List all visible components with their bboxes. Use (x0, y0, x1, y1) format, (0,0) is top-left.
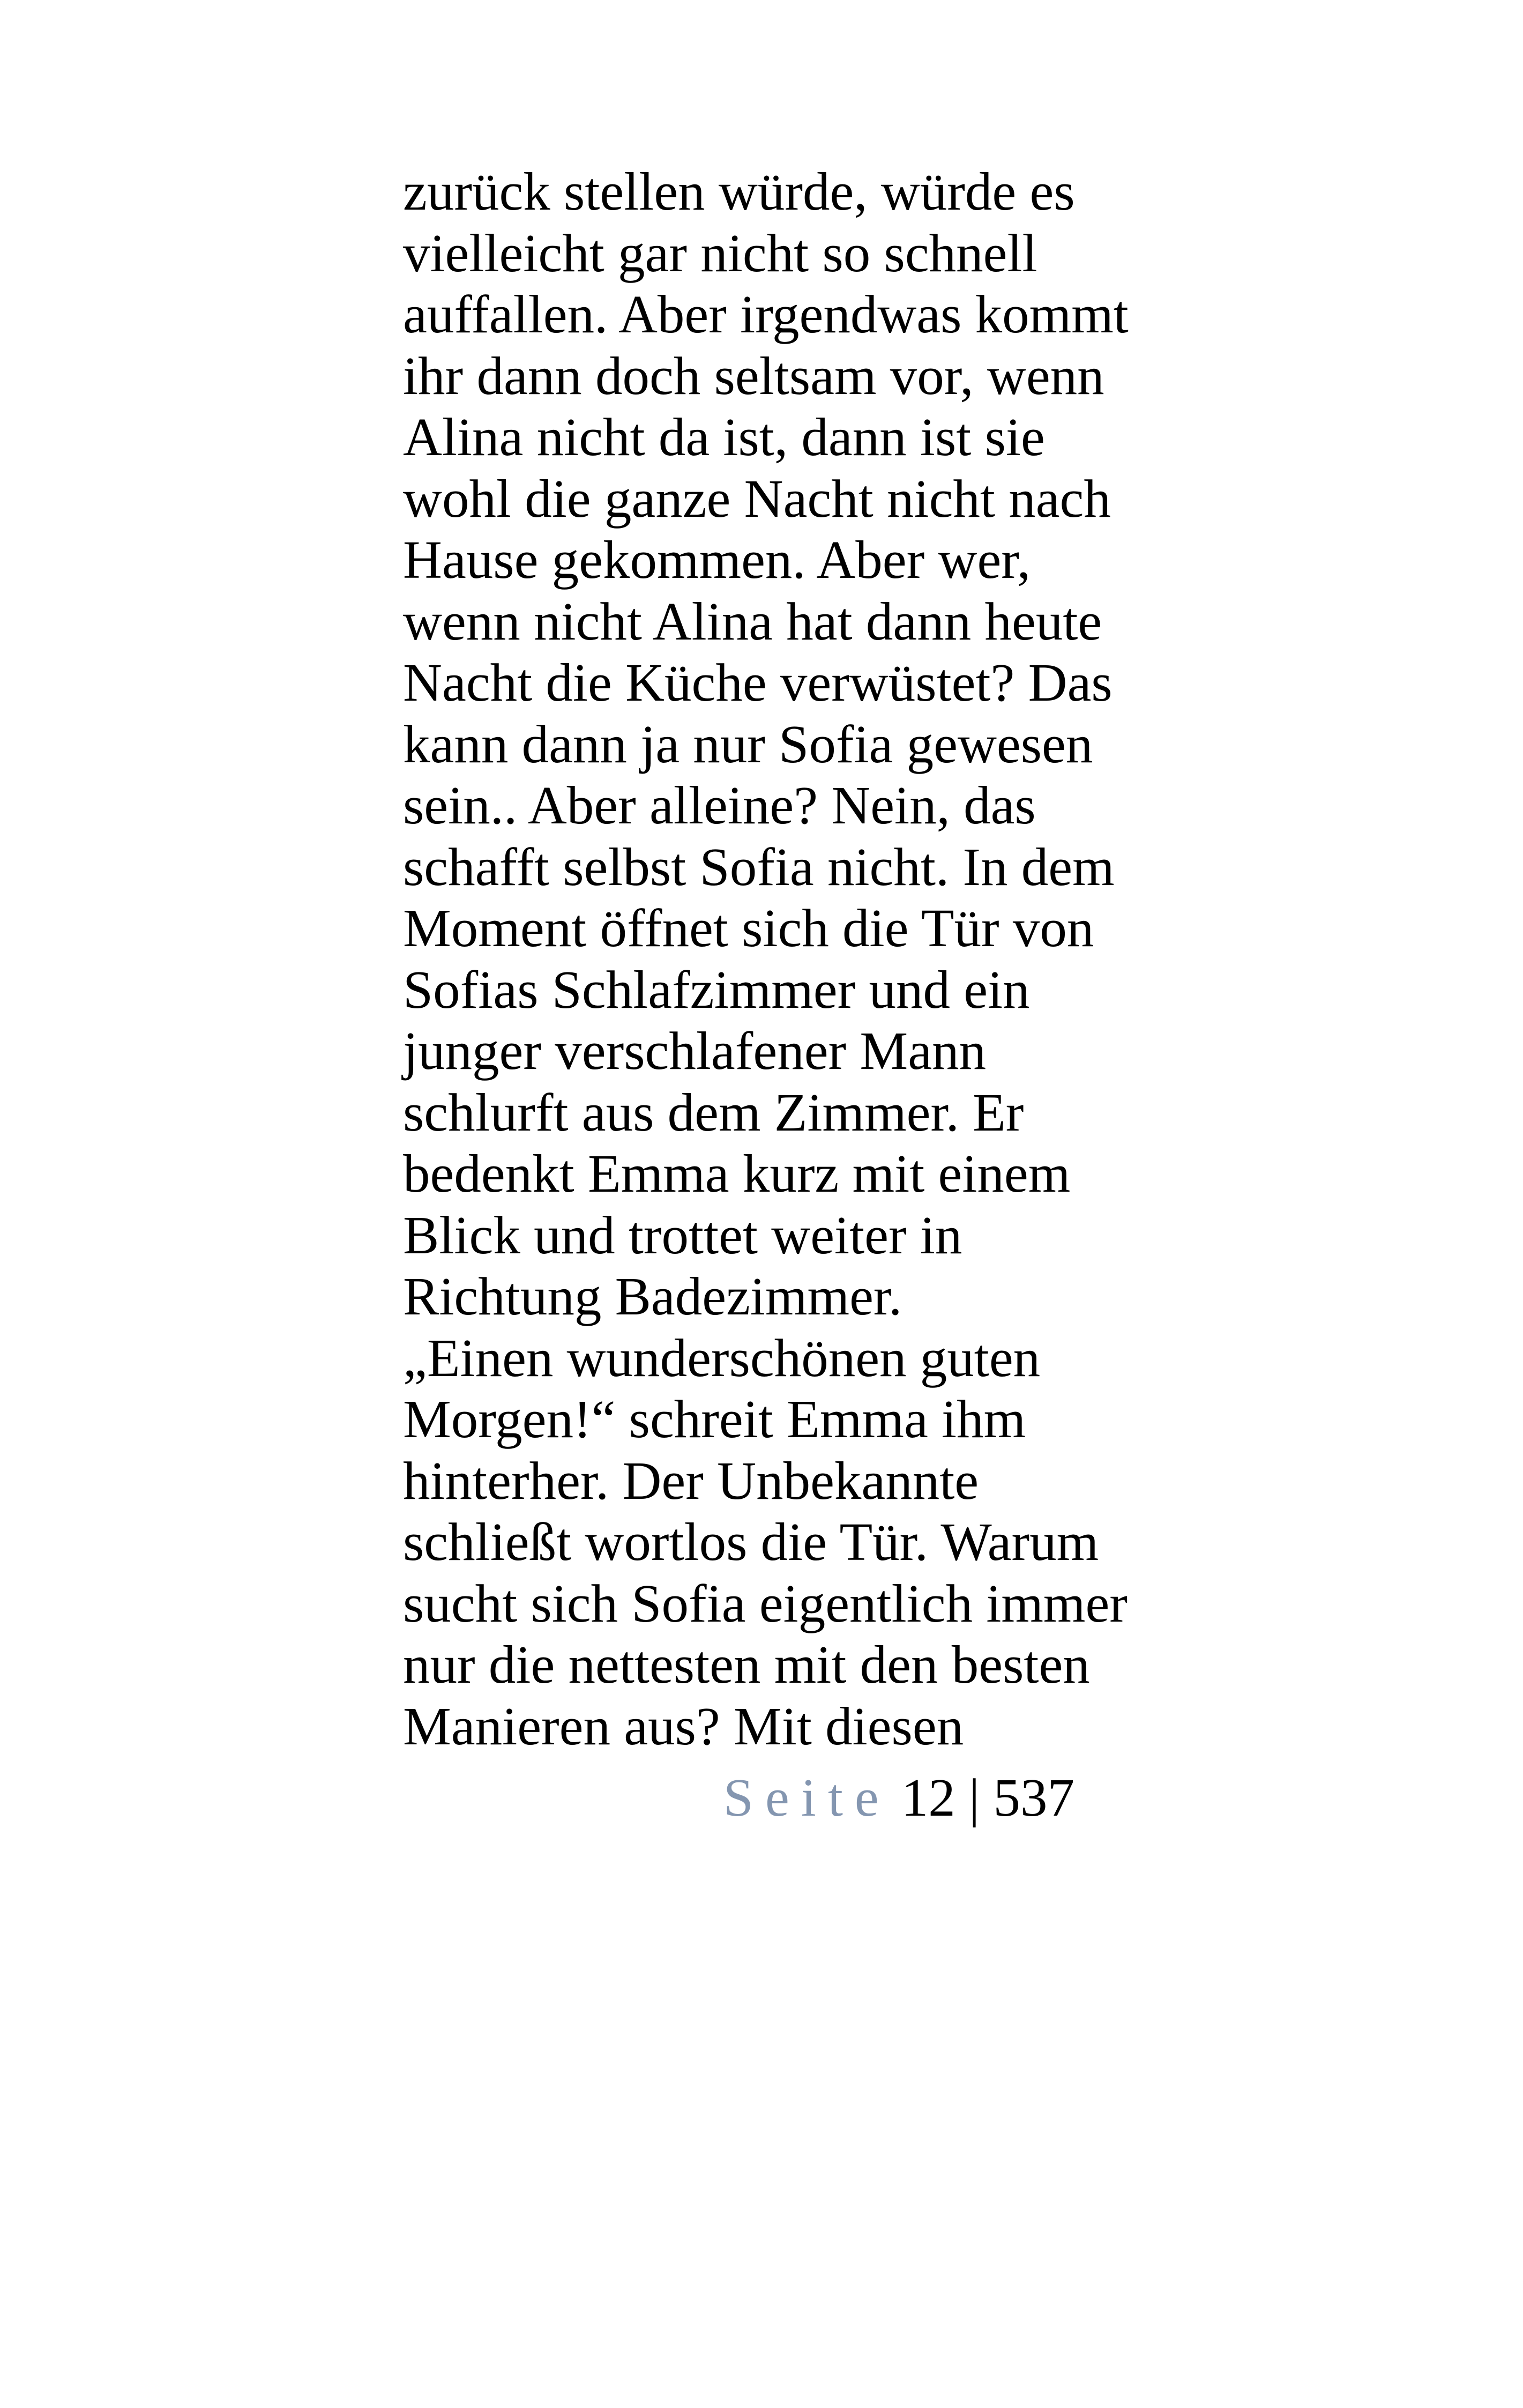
text-line: sucht sich Sofia eigentlich immer (403, 1573, 1128, 1633)
text-line: auffallen. Aber irgendwas kommt (403, 284, 1129, 344)
text-line: schließt wortlos die Tür. Warum (403, 1512, 1099, 1572)
text-line: Sofias Schlafzimmer und ein (403, 959, 1030, 1020)
text-line: nur die nettesten mit den besten (403, 1634, 1090, 1694)
text-line: sein.. Aber alleine? Nein, das (403, 775, 1036, 835)
text-line: Richtung Badezimmer. (403, 1266, 902, 1326)
text-line: hinterher. Der Unbekannte (403, 1450, 979, 1511)
text-line: Hause gekommen. Aber wer, (403, 530, 1031, 590)
body-text (403, 161, 1153, 1757)
text-line: vielleicht gar nicht so schnell (403, 222, 1037, 283)
text-line: Manieren aus? Mit diesen (403, 1696, 964, 1756)
text-line: wohl die ganze Nacht nicht nach (403, 468, 1111, 529)
text-line: ihr dann doch seltsam vor, wenn (403, 345, 1104, 406)
text-line: Blick und trottet weiter in (403, 1205, 962, 1265)
text-line: Morgen!“ schreit Emma ihm (403, 1389, 1026, 1449)
text-line: Moment öffnet sich die Tür von (403, 898, 1094, 958)
text-line: wenn nicht Alina hat dann heute (403, 591, 1102, 651)
text-line: junger verschlafener Mann (403, 1021, 987, 1081)
footer-page-word: Seite (723, 1767, 891, 1827)
text-line: „Einen wunderschönen guten (403, 1327, 1041, 1388)
footer-page-number: 12 | 537 (901, 1767, 1074, 1827)
page-footer (723, 1767, 1074, 1828)
text-line: bedenkt Emma kurz mit einem (403, 1143, 1071, 1203)
text-line: Alina nicht da ist, dann ist sie (403, 407, 1045, 467)
text-line: schlurft aus dem Zimmer. Er (403, 1082, 1024, 1142)
text-line: Nacht die Küche verwüstet? Das (403, 652, 1113, 712)
text-line: kann dann ja nur Sofia gewesen (403, 714, 1093, 774)
text-line: schafft selbst Sofia nicht. In dem (403, 836, 1115, 897)
text-line: zurück stellen würde, würde es (403, 161, 1075, 221)
